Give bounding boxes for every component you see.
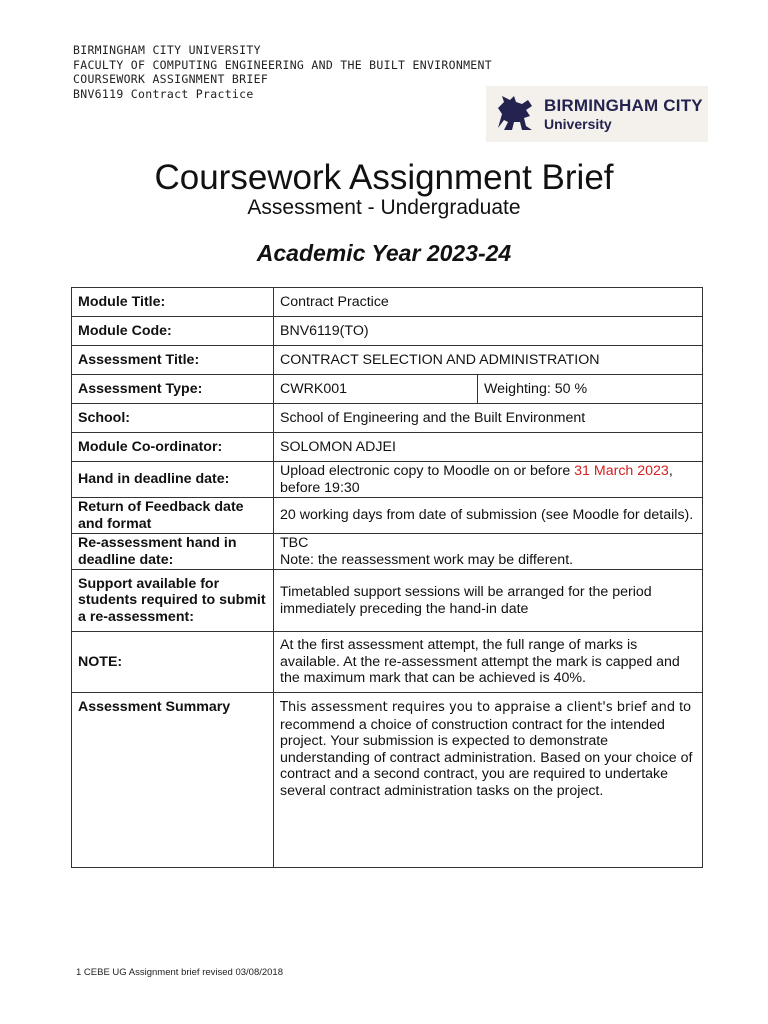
assignment-table xyxy=(71,287,703,868)
logo-line1: BIRMINGHAM CITY xyxy=(544,96,703,115)
table-row xyxy=(72,433,703,462)
reassessment-value-line2: Note: the reassessment work may be different. xyxy=(280,551,574,568)
reassessment-value-line1: TBC xyxy=(280,535,309,551)
deadline-date: 31 March 2023 xyxy=(574,463,669,479)
header-doc-type: COURSEWORK ASSIGNMENT BRIEF xyxy=(73,72,269,86)
table-row xyxy=(72,534,703,570)
academic-year: Academic Year 2023-24 xyxy=(256,240,512,266)
school-label: School: xyxy=(72,404,274,433)
lion-crest-icon xyxy=(492,92,538,136)
header-faculty: FACULTY OF COMPUTING ENGINEERING AND THE BUILT ENVIRONMENT xyxy=(73,57,492,72)
table-row xyxy=(72,570,703,632)
deadline-text-post: , before 19:30 xyxy=(280,463,673,496)
assessment-type-value: CWRK001 xyxy=(274,375,478,404)
deadline-label: Hand in deadline date: xyxy=(72,462,274,498)
school-value: School of Engineering and the Built Environment xyxy=(274,404,703,433)
deadline-text-pre: Upload electronic copy to Moodle on or before xyxy=(280,463,575,479)
document-header xyxy=(73,43,492,101)
table-row xyxy=(72,632,703,693)
page-footer: 1 CEBE UG Assignment brief revised 03/08/2018 xyxy=(76,967,284,978)
table-row xyxy=(72,288,703,317)
deadline-value xyxy=(274,462,703,498)
note-label: NOTE: xyxy=(72,632,274,693)
summary-label: Assessment Summary xyxy=(72,693,274,868)
feedback-value: 20 working days from date of submission (see Moodle for details). xyxy=(274,498,703,534)
assessment-title-value: CONTRACT SELECTION AND ADMINISTRATION xyxy=(274,346,703,375)
logo-line2: University xyxy=(544,116,612,132)
table-row xyxy=(72,375,703,404)
table-row xyxy=(72,404,703,433)
reassessment-label: Re-assessment hand in deadline date: xyxy=(72,534,274,570)
assessment-type-label: Assessment Type: xyxy=(72,375,274,404)
summary-first-line: This assessment requires you to appraise a client's brief and xyxy=(280,700,676,715)
header-module-ref: BNV6119 Contract Practice xyxy=(73,86,254,101)
table-row xyxy=(72,693,703,868)
weighting-value: Weighting: 50 % xyxy=(478,375,703,404)
university-logo xyxy=(486,86,708,142)
table-row xyxy=(72,462,703,498)
support-value: Timetabled support sessions will be arranged for the period immediately preceding the hand-in date xyxy=(274,570,703,632)
module-title-value: Contract Practice xyxy=(274,288,703,317)
reassessment-value xyxy=(274,534,703,570)
note-value: At the first assessment attempt, the full range of marks is available. At the re-assessment attempt the mark is capped and the maximum mark that can be achieved is 40%. xyxy=(274,632,703,693)
module-title-label: Module Title: xyxy=(72,288,274,317)
table-row xyxy=(72,317,703,346)
table-row xyxy=(72,346,703,375)
header-university: BIRMINGHAM CITY UNIVERSITY xyxy=(73,43,261,57)
table-row xyxy=(72,498,703,534)
summary-value xyxy=(274,693,703,868)
coordinator-value: SOLOMON ADJEI xyxy=(274,433,703,462)
support-label: Support available for students required to submit a re-assessment: xyxy=(72,570,274,632)
summary-rest: to recommend a choice of construction contract for the intended project. Your submission is expected to demonstrate understanding of contract administration. Based on your choice of contract and a second contract, you are required to undertake several contract administration tasks on the project. xyxy=(280,699,693,799)
coordinator-label: Module Co-ordinator: xyxy=(72,433,274,462)
page-subtitle: Assessment - Undergraduate xyxy=(247,196,521,219)
assessment-title-label: Assessment Title: xyxy=(72,346,274,375)
module-code-label: Module Code: xyxy=(72,317,274,346)
module-code-value: BNV6119(TO) xyxy=(274,317,703,346)
feedback-label: Return of Feedback date and format xyxy=(72,498,274,534)
page-title: Coursework Assignment Brief xyxy=(154,158,614,197)
